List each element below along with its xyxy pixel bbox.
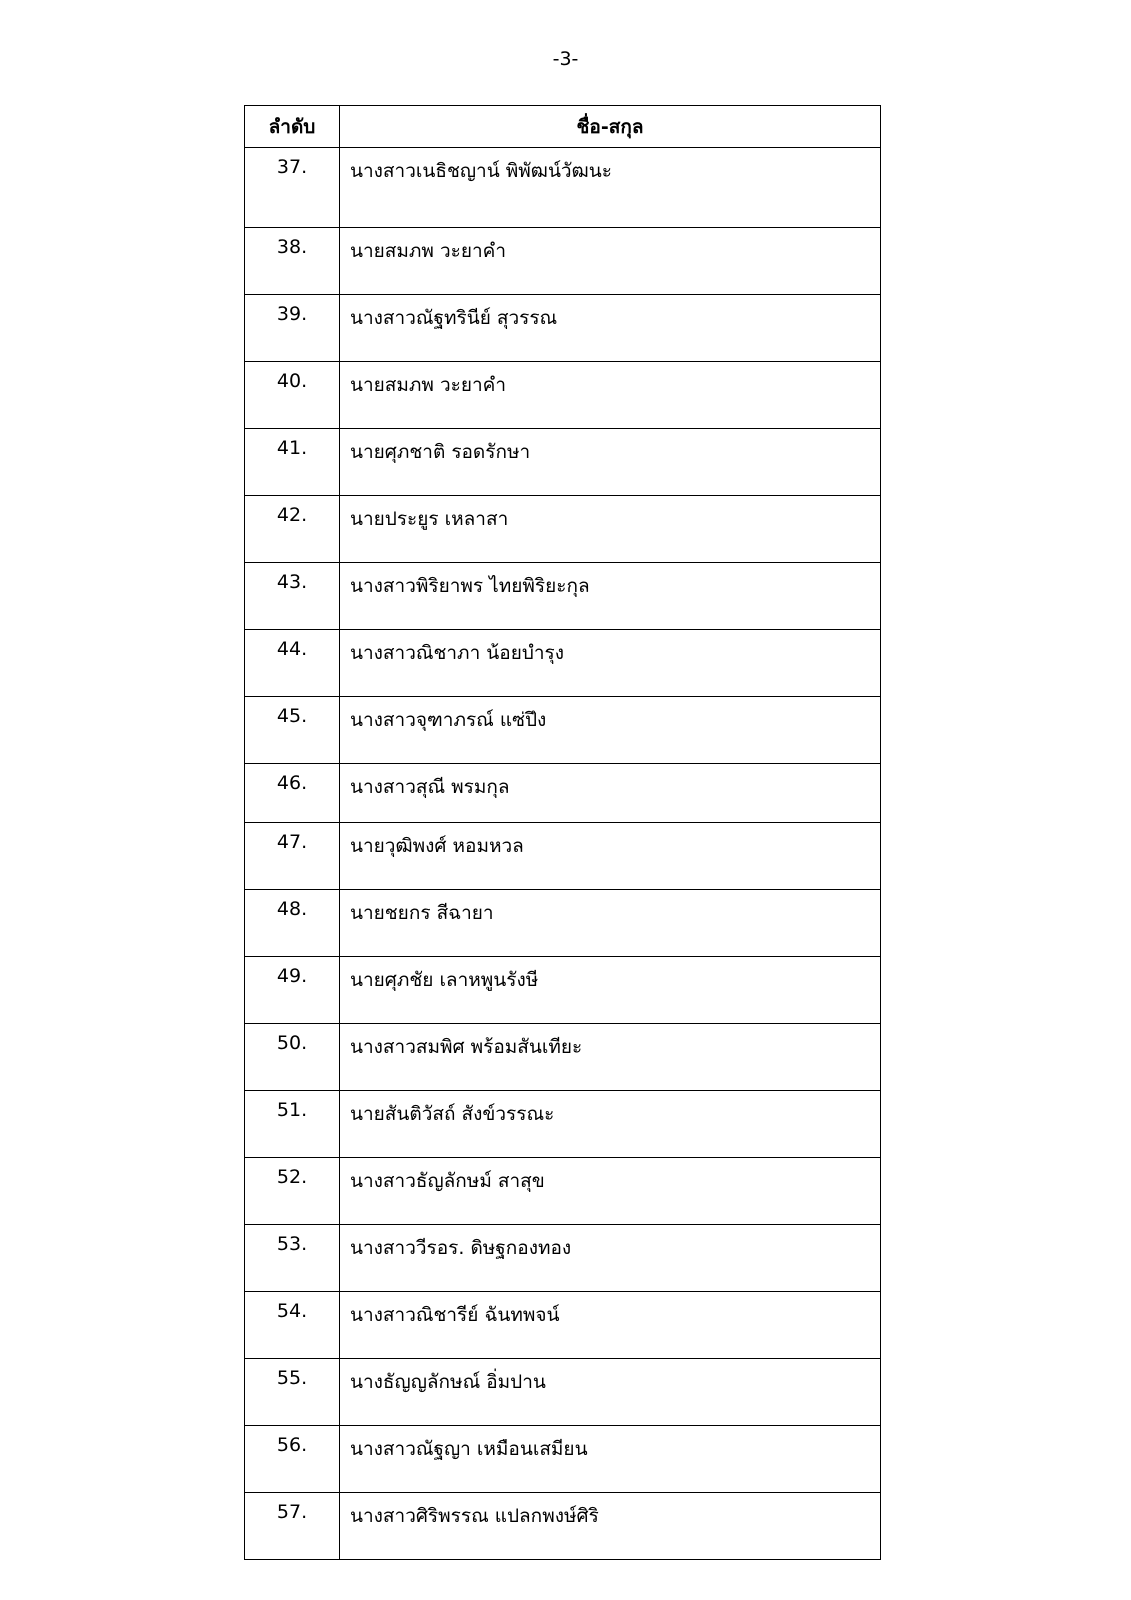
header-order: ลำดับ bbox=[245, 106, 340, 148]
row-number: 41. bbox=[245, 429, 340, 496]
table-row bbox=[245, 362, 881, 429]
row-name: นางสาวพิริยาพร ไทยพิริยะกุล bbox=[340, 563, 881, 630]
row-number: 57. bbox=[245, 1493, 340, 1560]
row-number: 38. bbox=[245, 228, 340, 295]
table-row bbox=[245, 1158, 881, 1225]
row-number: 45. bbox=[245, 697, 340, 764]
row-name: นางสาวณิชาภา น้อยบำรุง bbox=[340, 630, 881, 697]
table-row bbox=[245, 697, 881, 764]
row-name: นางธัญญลักษณ์ อิ่มปาน bbox=[340, 1359, 881, 1426]
row-number: 47. bbox=[245, 823, 340, 890]
table-row bbox=[245, 496, 881, 563]
row-name: นางสาววีรอร. ดิษฐกองทอง bbox=[340, 1225, 881, 1292]
row-name: นางสาวณัฐทรินีย์ สุวรรณ bbox=[340, 295, 881, 362]
row-name: นางสาวณัฐญา เหมือนเสมียน bbox=[340, 1426, 881, 1493]
header-name: ชื่อ-สกุล bbox=[340, 106, 881, 148]
row-number: 40. bbox=[245, 362, 340, 429]
table-row bbox=[245, 890, 881, 957]
row-number: 53. bbox=[245, 1225, 340, 1292]
table-row bbox=[245, 630, 881, 697]
row-number: 56. bbox=[245, 1426, 340, 1493]
row-name: นางสาวณิชารีย์ ฉันทพจน์ bbox=[340, 1292, 881, 1359]
table-row bbox=[245, 957, 881, 1024]
row-name: นางสาวสุณี พรมกุล bbox=[340, 764, 881, 823]
table-row bbox=[245, 823, 881, 890]
row-number: 43. bbox=[245, 563, 340, 630]
row-number: 46. bbox=[245, 764, 340, 823]
table-row bbox=[245, 1493, 881, 1560]
row-number: 55. bbox=[245, 1359, 340, 1426]
row-name: นายศุภชัย เลาหพูนรังษี bbox=[340, 957, 881, 1024]
table-row bbox=[245, 563, 881, 630]
row-name: นางสาวธัญลักษม์ สาสุข bbox=[340, 1158, 881, 1225]
row-name: นายประยูร เหลาสา bbox=[340, 496, 881, 563]
table-body bbox=[245, 148, 881, 1560]
row-number: 52. bbox=[245, 1158, 340, 1225]
table-header-row bbox=[245, 106, 881, 148]
row-name: นายสมภพ วะยาคำ bbox=[340, 228, 881, 295]
row-number: 42. bbox=[245, 496, 340, 563]
row-name: นายสมภพ วะยาคำ bbox=[340, 362, 881, 429]
row-number: 49. bbox=[245, 957, 340, 1024]
row-name: นายวุฒิพงศ์ หอมหวล bbox=[340, 823, 881, 890]
row-number: 39. bbox=[245, 295, 340, 362]
row-name: นายศุภชาติ รอดรักษา bbox=[340, 429, 881, 496]
roster-table bbox=[244, 105, 881, 1560]
row-name: นางสาวศิริพรรณ แปลกพงษ์ศิริ bbox=[340, 1493, 881, 1560]
table-row bbox=[245, 1359, 881, 1426]
table-row bbox=[245, 1292, 881, 1359]
table-row bbox=[245, 1024, 881, 1091]
row-name: นางสาวสมพิศ พร้อมสันเทียะ bbox=[340, 1024, 881, 1091]
row-name: นายชยกร สีฉายา bbox=[340, 890, 881, 957]
row-name: นางสาวเนธิชญาน์ พิพัฒน์วัฒนะ bbox=[340, 148, 881, 228]
table-row bbox=[245, 1426, 881, 1493]
row-number: 50. bbox=[245, 1024, 340, 1091]
row-number: 37. bbox=[245, 148, 340, 228]
row-number: 44. bbox=[245, 630, 340, 697]
table-row bbox=[245, 148, 881, 228]
page-number: -3- bbox=[552, 48, 579, 70]
table-row bbox=[245, 295, 881, 362]
row-number: 48. bbox=[245, 890, 340, 957]
row-number: 54. bbox=[245, 1292, 340, 1359]
table-row bbox=[245, 764, 881, 823]
table-row bbox=[245, 1091, 881, 1158]
table-row bbox=[245, 429, 881, 496]
row-name: นางสาวจุฑาภรณ์ แซ่ปึง bbox=[340, 697, 881, 764]
table-row bbox=[245, 228, 881, 295]
row-name: นายสันติวัสถ์ สังข์วรรณะ bbox=[340, 1091, 881, 1158]
row-number: 51. bbox=[245, 1091, 340, 1158]
table-row bbox=[245, 1225, 881, 1292]
